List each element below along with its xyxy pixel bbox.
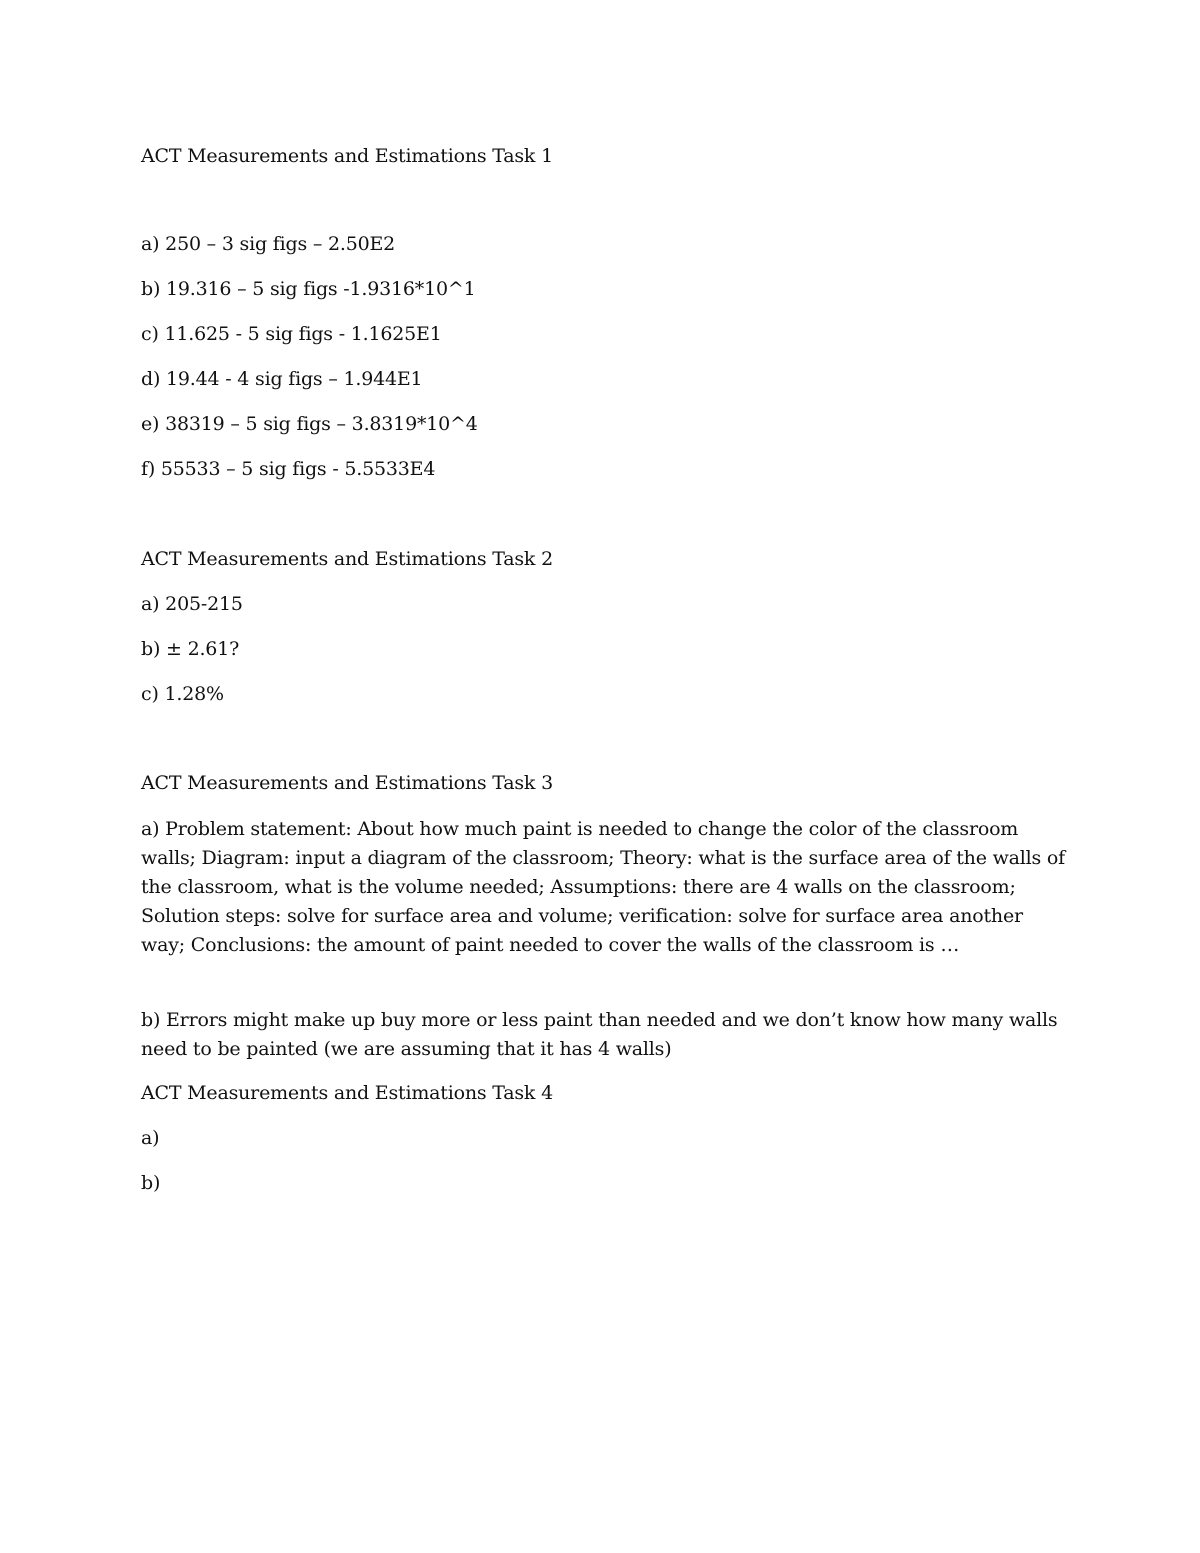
task3-item-b: b) Errors might make up buy more or less paint than needed and we don’t know how many walls need to be painted (we are assuming that it has 4 walls) [141,1009,1058,1060]
task1-item-d: d) 19.44 - 4 sig figs – 1.944E1 [141,368,423,390]
task1-item-f: f) 55533 – 5 sig figs - 5.5533E4 [141,458,436,480]
task1-item-b: b) 19.316 – 5 sig figs -1.9316*10^1 [141,278,476,300]
task1-item-a: a) 250 – 3 sig figs – 2.50E2 [141,233,396,255]
task4-item-b: b) [141,1172,161,1194]
task4-item-a: a) [141,1127,160,1149]
task1-heading: ACT Measurements and Estimations Task 1 [141,145,553,167]
task1-item-e: e) 38319 – 5 sig figs – 3.8319*10^4 [141,413,478,435]
task2-item-a: a) 205-215 [141,593,243,615]
task4-heading: ACT Measurements and Estimations Task 4 [141,1082,553,1104]
task2-item-b: b) ± 2.61? [141,638,240,660]
task2-heading: ACT Measurements and Estimations Task 2 [141,548,553,570]
task2-item-c: c) 1.28% [141,683,224,705]
task3-item-a: a) Problem statement: About how much paint is needed to change the color of the classroom walls; Diagram: input a diagram of the classroom; Theory: what is the surface area of the walls of the classroom, what is the volume needed; Assumptions: there are 4 walls on the classroom; Solution steps: solve for surface area and volume; verification: solve for surface area another way; Conclusions: the amount of paint needed to cover the walls of the classroom is … [141,818,1066,956]
task1-item-c: c) 11.625 - 5 sig figs - 1.1625E1 [141,323,442,345]
task3-heading: ACT Measurements and Estimations Task 3 [141,772,553,794]
